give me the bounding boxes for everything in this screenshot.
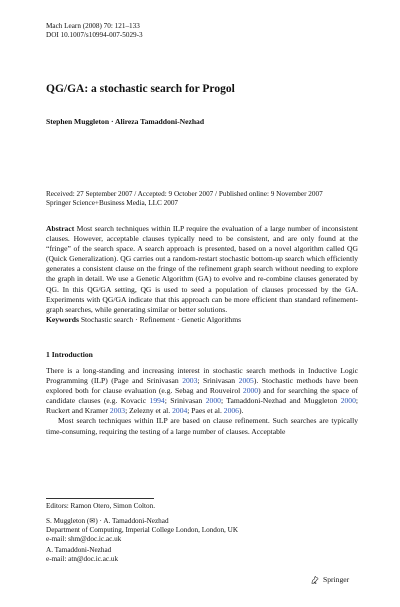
publication-dates <box>46 190 366 208</box>
footnote-divider <box>46 498 154 499</box>
author1-name: S. Muggleton (✉) · A. Tamaddoni-Nezhad <box>46 517 169 525</box>
author1-department: Department of Computing, Imperial College London, London, UK <box>46 526 239 534</box>
copyright-line: Springer Science+Business Media, LLC 2007 <box>46 199 179 207</box>
introduction-body <box>46 366 358 437</box>
keywords-heading: Keywords <box>46 315 79 324</box>
citation-link[interactable]: 2003 <box>182 376 198 386</box>
paragraph-text: ; Srinivasan <box>164 396 206 406</box>
keywords-text: Stochastic search · Refinement · Genetic Algorithms <box>80 315 242 324</box>
author2-affiliation <box>46 546 346 564</box>
citation-link[interactable]: 2005 <box>238 376 254 386</box>
paragraph-text: There is a long-standing and increasing interest in stochastic search methods in Inductive Logic Programming (ILP) (Page and Srinivasan <box>46 366 358 386</box>
paragraph-text: ). Stochastic methods have been explored both for clause evaluation (e.g. Sebag and Rouveirol <box>46 376 359 396</box>
abstract-text: Most search techniques within ILP require the evaluation of a large number of inconsistent clauses. However, acceptable clauses typically need to be consistent, and are only found at the “fringe” of the search space. A search approach is presented, based on a novel algorithm called QG (Quick Generalization). QG carries out a random-restart stochastic bottom-up search which efficiently generates a consistent clause on the fringe of the refinement graph search without needing to explore the graph in detail. We use a Genetic Algorithm (GA) to evolve and re-combine clauses generated by QG. In this QG/GA setting, QG is used to seed a population of clauses processed by the GA. Experiments with QG/GA indicate that this approach can be more efficient than standard refinement-graph searches, while generating similar or better solutions. <box>46 224 358 314</box>
citation-link[interactable]: 2000 <box>242 386 259 396</box>
paper-title: QG/GA: a stochastic search for Progol <box>46 83 235 95</box>
abstract <box>46 224 358 315</box>
paragraph-text: ; Zelezny et al. <box>125 406 173 416</box>
journal-header <box>46 22 366 40</box>
citation-link[interactable]: 2004 <box>172 406 188 416</box>
journal-citation: Mach Learn (2008) 70: 121–133 <box>46 22 140 30</box>
citation-link[interactable]: 2000 <box>340 396 356 406</box>
keywords <box>46 315 358 325</box>
paragraph-text: ; Paes et al. <box>187 406 224 416</box>
paragraph-text: ; Tamaddoni-Nezhad and Muggleton <box>220 396 341 406</box>
author-list: Stephen Muggleton · Alireza Tamaddoni-Nezhad <box>46 117 205 126</box>
springer-horse-icon <box>310 575 320 585</box>
paragraph-text: ; Srinivasan <box>197 376 239 386</box>
paragraph-text: ) and for searching the space of candidate clauses (e.g. Kovacic <box>46 386 358 406</box>
author2-email[interactable]: e-mail: atn@doc.ic.ac.uk <box>46 555 119 563</box>
received-line: Received: 27 September 2007 / Accepted: 9 October 2007 / Published online: 9 November 2007 <box>46 190 323 198</box>
citation-link[interactable]: 2006 <box>223 406 239 416</box>
citation-link[interactable]: 2003 <box>109 406 126 416</box>
introduction-paragraph-1 <box>46 366 358 416</box>
author1-affiliation <box>46 517 346 544</box>
paragraph-text: ). <box>238 406 244 416</box>
abstract-heading: Abstract <box>46 224 75 233</box>
introduction-paragraph-2: Most search techniques within ILP are based on clause refinement. Such searches are typically time-consuming, requiring the testing of a large number of clauses. Acceptable <box>46 416 358 436</box>
section-heading-introduction: 1 Introduction <box>46 350 93 359</box>
publisher-logo <box>310 574 380 586</box>
paragraph-text: ; Ruckert and Kramer <box>46 396 358 416</box>
doi-line: DOI 10.1007/s10994-007-5029-3 <box>46 31 143 39</box>
citation-link[interactable]: 2000 <box>205 396 221 406</box>
author1-email[interactable]: e-mail: shm@doc.ic.ac.uk <box>46 535 122 543</box>
citation-link[interactable]: 1994 <box>149 396 165 406</box>
publisher-name: Springer <box>323 575 350 584</box>
author2-name: A. Tamaddoni-Nezhad <box>46 546 112 554</box>
editors-note: Editors: Ramon Otero, Simon Colton. <box>46 502 156 510</box>
